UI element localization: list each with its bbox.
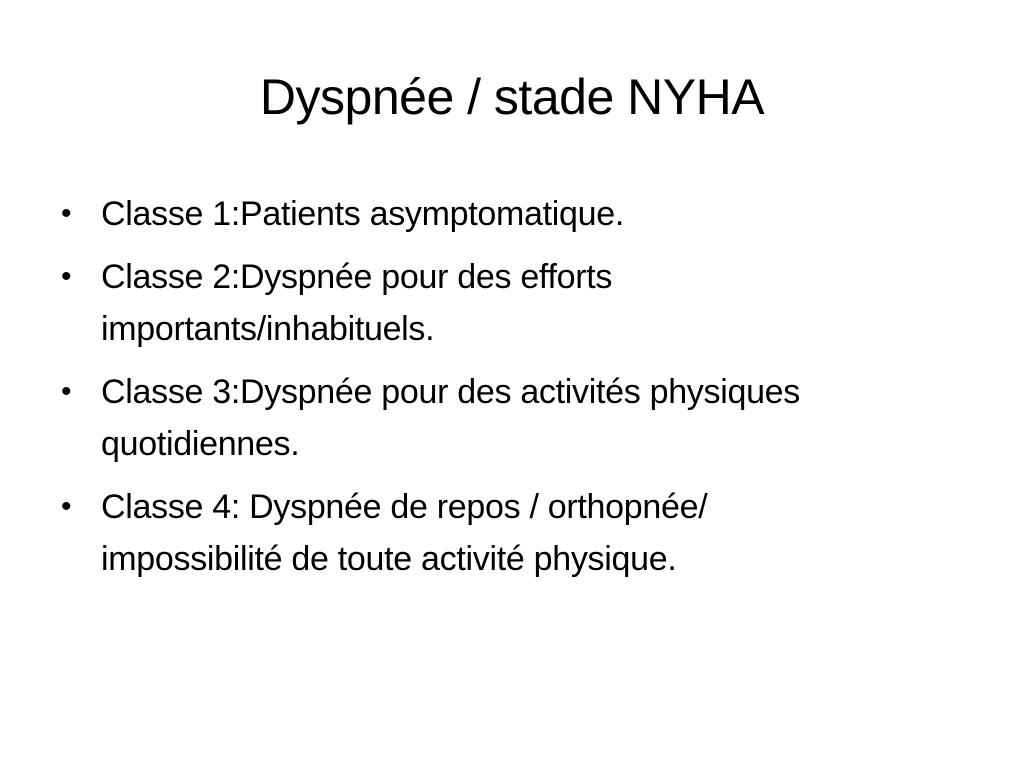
bullet-text-line: importants/inhabituels. [101, 310, 435, 348]
bullet-item-class-1 [57, 188, 977, 240]
bullet-text-line: impossibilité de toute activité physique. [101, 540, 677, 578]
bullet-text-line: quotidiennes. [101, 425, 300, 463]
bullet-text-line: Classe 4: Dyspnée de repos / orthopnée/ [101, 488, 708, 526]
bullet-item-class-2 [57, 251, 977, 355]
bullet-text-line: Classe 3:Dyspnée pour des activités physiques [101, 373, 800, 411]
bullet-icon: • [61, 490, 72, 523]
bullet-icon: • [61, 375, 72, 408]
bullet-text-line: Classe 2:Dyspnée pour des efforts [101, 258, 613, 296]
bullet-item-class-4 [57, 481, 977, 585]
slide-title: Dyspnée / stade NYHA [259, 69, 765, 125]
bullet-icon: • [61, 197, 72, 230]
bullet-icon: • [61, 260, 72, 293]
bullet-item-class-3 [57, 366, 977, 470]
bullet-text-line: Classe 1:Patients asymptomatique. [101, 195, 625, 233]
bullet-list [57, 188, 977, 596]
